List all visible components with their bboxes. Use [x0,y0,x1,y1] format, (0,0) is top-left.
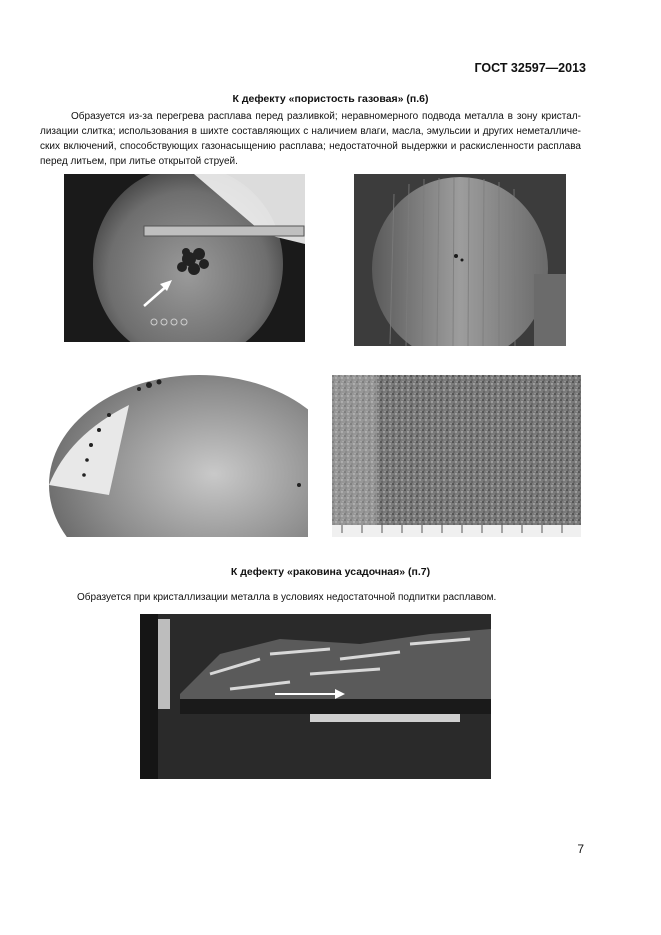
page-number: 7 [577,842,584,856]
photo-gas-porosity-section [64,174,305,342]
standard-number: ГОСТ 32597—2013 [474,61,586,75]
photo-shrinkage-cavity [140,614,491,779]
section-heading-shrinkage-cavity: К дефекту «раковина усадочная» (п.7) [230,566,431,578]
shrinkage-cavity-description: Образуется при кристаллизации металла в условиях недостаточной подпитки расплавом. [77,592,497,603]
gas-porosity-description: Образуется из-за перегрева расплава перед разливкой; неравномерного подвода металла в зону кристал-лизации слитка; использования в шихте составляющих с наличием влаги, масла, эмульсии и других неметалличе-ских включений, способствующих газонасыщению расплава; недостаточной выдержки и раскисленности расплава перед литьем, при литье открытой струей. [40,111,581,167]
photo-gas-porosity-microstructure [332,375,581,537]
photo-gas-porosity-surface [49,375,308,537]
photo-gas-porosity-round-specimen [354,174,566,346]
section-heading-gas-porosity: К дефекту «пористость газовая» (п.6) [232,93,429,105]
